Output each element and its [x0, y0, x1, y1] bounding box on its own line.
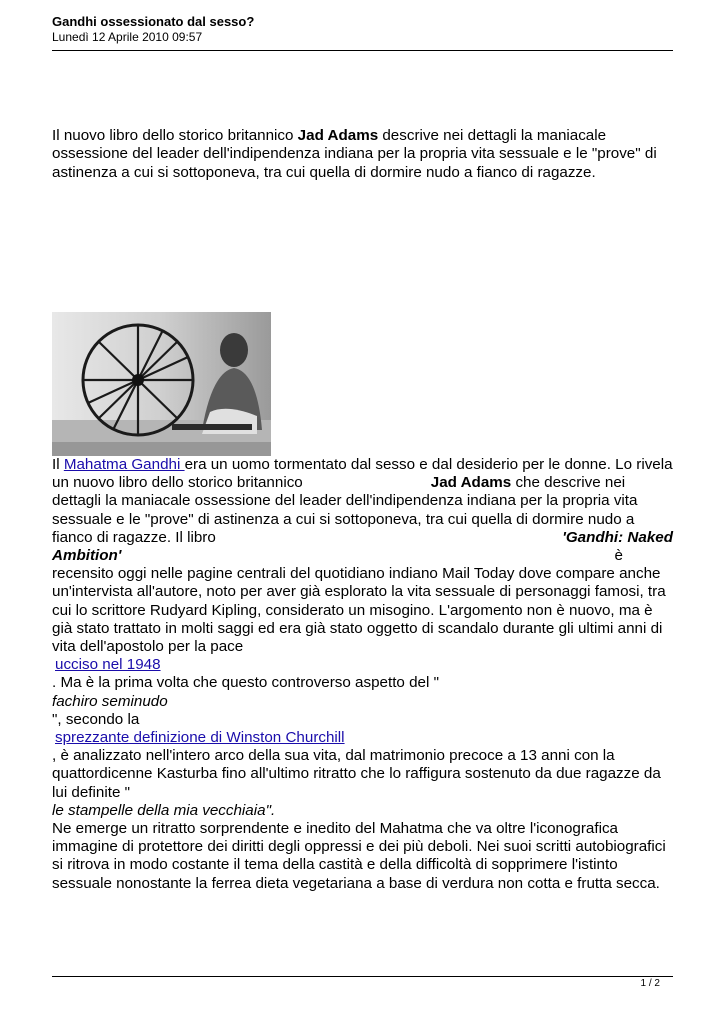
body-paragraph-3: . Ma è la prima volta che questo controverso aspetto del ": [52, 674, 439, 692]
body-stampelle: [52, 802, 673, 820]
body-paragraph-2: recensito oggi nelle pagine centrali del quotidiano indiano Mail Today dove compare anche un'intervista all'autore, noto per aver già esplorato la vita sessuale di personaggi famosi, tra cui lo scrittore Rudyard Kipling, considerato un misogino. L'argomento non è nuovo, ma è già stato trattato in molti saggi ed era già stato oggetto di scandalo durante gli ultimi anni di vita dell'apostolo per la pace: [52, 565, 666, 656]
link-mahatma-gandhi[interactable]: Mahatma Gandhi: [63, 456, 185, 473]
body-text-e: è: [614, 547, 623, 565]
book-title-part-1: 'Gandhi: Naked: [562, 528, 673, 546]
link-ucciso-nel-1948[interactable]: ucciso nel 1948: [55, 656, 161, 674]
book-title-row: [52, 547, 673, 565]
photo-illustration: [52, 312, 271, 456]
gandhi-spinning-wheel-photo: [52, 312, 271, 456]
body-paragraph-6: Ne emerge un ritratto sorprendente e inedito del Mahatma che va oltre l'iconografica immagine di protettore dei diritti degli oppressi e dei più deboli. Nei suoi scritti autobiografici si ritrova in modo costante il tema della castità e della difficoltà di sopprimere l'istinto sessuale nonostante la ferrea dieta vegetariana a base di verdura non cotta e frutta secca.: [52, 820, 666, 892]
article-intro: [52, 127, 673, 182]
body-stampelle-text: le stampelle della mia vecchiaia".: [52, 801, 276, 819]
intro-author: Jad Adams: [297, 127, 379, 144]
body-text-p1b: che descrive nei dettagli la maniacale ossessione del leader dell'indipendenza indiana per la propria vita sessuale e le "prove" di astinenza a cui si sottoponeva, tra cui quella di dormire nudo a fianco di ragazze. Il libro: [52, 474, 638, 546]
body-fachiro: [52, 693, 673, 711]
intro-text-before: Il nuovo libro dello storico britannico: [52, 127, 298, 144]
book-title-part-2: Ambition': [52, 547, 122, 565]
body-author: Jad Adams: [430, 474, 512, 492]
article-body: [52, 456, 673, 893]
body-text-il: Il: [52, 456, 64, 473]
link-winston-churchill[interactable]: sprezzante definizione di Winston Churchill: [55, 729, 345, 747]
article-date: Lunedì 12 Aprile 2010 09:57: [52, 30, 203, 44]
body-fachiro-text: fachiro seminudo: [52, 692, 168, 710]
page-header: [52, 14, 673, 45]
page-number: 1 / 2: [640, 978, 660, 989]
header-divider: [52, 50, 673, 51]
body-paragraph-4: ", secondo la: [52, 710, 140, 728]
article-title: Gandhi ossessionato dal sesso?: [52, 14, 255, 29]
body-text-p1a: era un uomo tormentato dal sesso e dal desiderio per le donne. Lo rivela un nuovo libro dello storico britannico: [52, 456, 673, 492]
body-paragraph-5: , è analizzato nell'intero arco della sua vita, dal matrimonio precoce a 13 anni con la quattordicenne Kasturba fino all'ultimo ritratto che lo raffigura sostenuto da due ragazze da lui definite ": [52, 747, 661, 801]
footer-divider: [52, 976, 673, 977]
intro-text-after: descrive nei dettagli la maniacale ossessione del leader dell'indipendenza indiana per la propria vita sessuale e le "prove" di astinenza a cui si sottoponeva, tra cui quella di dormire nudo a fianco di ragazze.: [52, 127, 657, 181]
